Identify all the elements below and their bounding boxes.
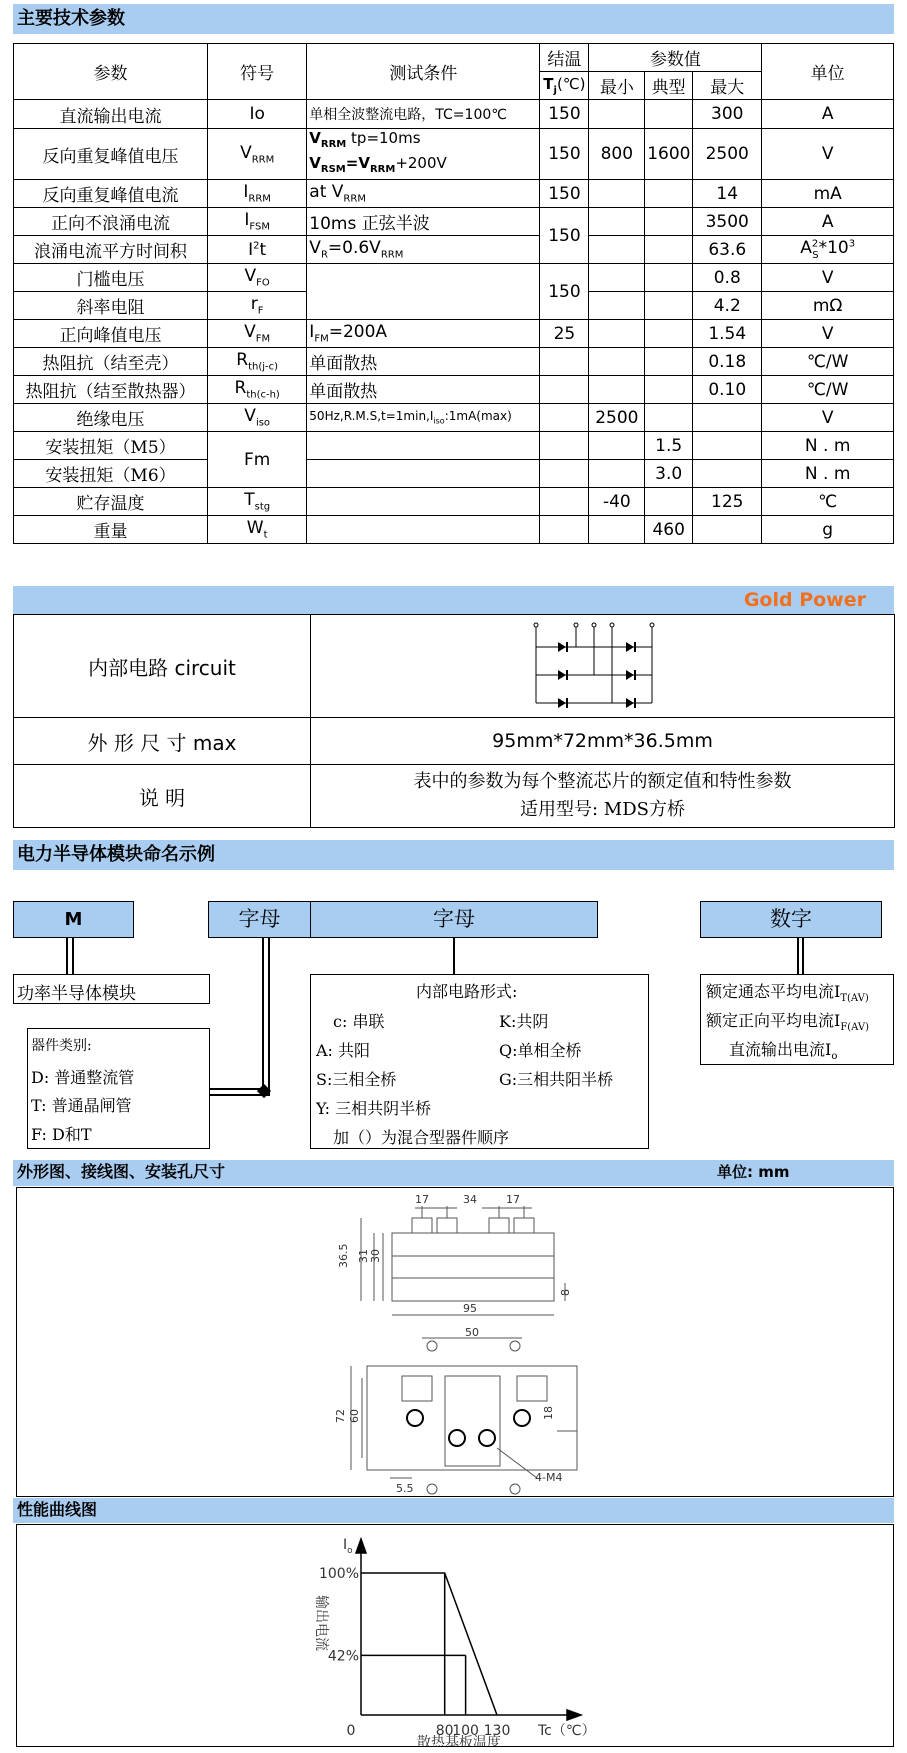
- brand-bar: [13, 586, 894, 614]
- circuit-form-note: 加（）为混合型器件顺序: [333, 1128, 510, 1147]
- curve-title: 性能曲线图: [13, 1498, 894, 1523]
- circuit-diagram: [311, 615, 895, 718]
- module-label-box: [13, 974, 210, 1004]
- header-param: 参数: [14, 44, 208, 100]
- device-type-item: F: D和T: [31, 1125, 92, 1144]
- connector-line: [453, 938, 455, 975]
- spec-title: 主要技术参数: [13, 4, 894, 34]
- size-row: [14, 718, 895, 765]
- table-row: 安装扭矩（M5） Fm 1.5 N . m: [14, 432, 894, 460]
- dim-label: 17: [415, 1193, 429, 1206]
- outline-unit: 单位: mm: [717, 1163, 790, 1181]
- table-row: 安装扭矩（M6） 3.0 N . m: [14, 460, 894, 488]
- bridge-circuit-icon: [528, 619, 678, 709]
- x-tick-80: 80: [435, 1723, 454, 1739]
- size-value: 95mm*72mm*36.5mm: [311, 718, 895, 765]
- header-min: 最小: [589, 72, 645, 100]
- connector-line: [802, 938, 804, 975]
- dim-label: 72: [334, 1409, 347, 1423]
- device-type-box: [27, 1028, 210, 1149]
- note-row: [14, 765, 895, 828]
- header-condition: 测试条件: [307, 44, 540, 100]
- connector-line: [797, 938, 799, 975]
- dim-label: 8: [559, 1289, 572, 1296]
- y-title: 输出电流: [313, 1595, 329, 1651]
- header-symbol: 符号: [208, 44, 307, 100]
- x-unit: Tc（℃）: [538, 1723, 596, 1739]
- dim-label: 18: [542, 1406, 555, 1420]
- curve-box: [16, 1524, 894, 1747]
- table-row: 正向不浪涌电流 $I_{FSM}$ 10ms 正弦半波 150 3500 A: [14, 208, 894, 236]
- outline-drawing-box: [16, 1187, 894, 1497]
- outline-title: 外形图、接线图、安装孔尺寸: [17, 1162, 226, 1181]
- dim-label: 95: [463, 1302, 477, 1315]
- performance-chart: [17, 1525, 893, 1746]
- table-row: 浪涌电流平方时间积 $I^2t$ $V_R=0.6V_{RRM}$ 63.6 $A^2_S*10^3$: [14, 236, 894, 264]
- x-tick-100: 100: [452, 1723, 479, 1739]
- dim-label: 60: [348, 1409, 361, 1423]
- table-row: 反向重复峰值电流 $I_{RRM}$ at $V_{RRM}$ 150 14 mA: [14, 180, 894, 208]
- naming-box-letter-2: 字母: [310, 901, 598, 938]
- connector-line: [210, 1088, 264, 1090]
- info-table: [13, 614, 895, 828]
- connector-line: [72, 938, 74, 974]
- note-label: 说 明: [14, 765, 311, 828]
- header-tj: 结温: [540, 44, 589, 72]
- module-label: 功率半导体模块: [17, 984, 136, 1004]
- y-tick-100: 100%: [318, 1566, 359, 1582]
- brand-name: Gold Power: [743, 589, 866, 611]
- spec-table: [13, 43, 894, 544]
- device-type-item: T: 普通晶闸管: [31, 1096, 132, 1115]
- x-tick-0: 0: [346, 1723, 356, 1739]
- derating-curve: [361, 1573, 497, 1715]
- circuit-form-box: 内部电路形式: c: 串联 K:共阴 A: 共阳 Q:单相全桥 S:三相全桥 G:三相共阳半桥 Y: 三相共阴半桥 加（）为混合型器件顺序: [310, 974, 649, 1149]
- circuit-form-title: 内部电路形式:: [416, 982, 518, 1001]
- table-row: 绝缘电压 $V_{iso}$ $50Hz,R.M.S,t=1\min,I_{iso}:1mA(\max)$ 2500 V: [14, 404, 894, 432]
- table-row: 贮存温度 $T_{stg}$ -40 125 ℃: [14, 488, 894, 516]
- circuit-row: [14, 615, 895, 718]
- naming-box-letter-1: 字母: [208, 901, 311, 938]
- x-title: 散热基板温度: [417, 1735, 501, 1746]
- circuit-label: 内部电路 circuit: [14, 615, 311, 718]
- table-row: 热阻抗（结至壳） $R_{th(j-c)}$ 单面散热 0.18 ℃/W: [14, 348, 894, 376]
- x-axis-arrow-icon: [567, 1710, 581, 1720]
- naming-box-digit: 数字: [700, 901, 882, 938]
- dim-label: 31: [357, 1249, 370, 1263]
- table-row: 斜率电阻 $r_F$ 4.2 mΩ: [14, 292, 894, 320]
- dim-label: 4-M4: [535, 1471, 563, 1484]
- connector-line: [268, 938, 270, 1094]
- device-type-title: 器件类别:: [31, 1038, 92, 1054]
- naming-title: 电力半导体模块命名示例: [13, 840, 894, 870]
- header-typ: 典型: [645, 72, 693, 100]
- header-values: 参数值: [589, 44, 762, 72]
- y-axis-label: $I_o$: [343, 1537, 353, 1556]
- dim-label: 50: [465, 1326, 479, 1339]
- dim-label: 5.5: [396, 1482, 414, 1495]
- note-text: 表中的参数为每个整流芯片的额定值和特性参数 适用型号: MDS方桥: [311, 765, 895, 828]
- dim-label: 34: [463, 1193, 477, 1206]
- outline-title-bar: [13, 1160, 894, 1186]
- table-row: 门槛电压 $V_{FO}$ 150 0.8 V: [14, 264, 894, 292]
- table-header-row: [14, 44, 894, 72]
- y-tick-42: 42%: [327, 1648, 359, 1665]
- digit-box: 额定通态平均电流$I_{T(AV)}$ 额定正向平均电流$I_{F(AV)}$ 直流输出电流$I_o$: [700, 974, 894, 1065]
- table-row: 反向重复峰值电压 $V_{RRM}$ $V_{RRM}$ tp=10ms $V_{RSM}=V_{RRM}+200V$ 150 800 1600 2500 V: [14, 129, 894, 180]
- table-row: 重量 $W_t$ 460 g: [14, 516, 894, 544]
- x-tick-130: 130: [483, 1723, 511, 1739]
- table-row: 直流输出电流 Io 单相全波整流电路，TC=100℃ 150 300 A: [14, 100, 894, 129]
- outline-drawing: [17, 1188, 893, 1496]
- naming-box-m: M: [13, 901, 134, 938]
- size-label: 外 形 尺 寸 max: [14, 718, 311, 765]
- dim-label: 36.5: [337, 1243, 350, 1268]
- connector-line: [66, 938, 68, 974]
- header-unit: 单位: [762, 44, 894, 100]
- dim-label: 30: [369, 1249, 382, 1263]
- header-max: 最大: [693, 72, 762, 100]
- table-row: 正向峰值电压 $V_{FM}$ $I_{FM}=200A$ 25 1.54 V: [14, 320, 894, 348]
- y-axis-arrow-icon: [356, 1539, 366, 1553]
- device-type-item: D: 普通整流管: [31, 1068, 135, 1087]
- dim-label: 17: [506, 1193, 520, 1206]
- header-tj-unit: $T_j(℃)$: [540, 72, 589, 100]
- table-row: 热阻抗（结至散热器） $R_{th(c-h)}$ 单面散热 0.10 ℃/W: [14, 376, 894, 404]
- connector-line: [262, 938, 264, 1088]
